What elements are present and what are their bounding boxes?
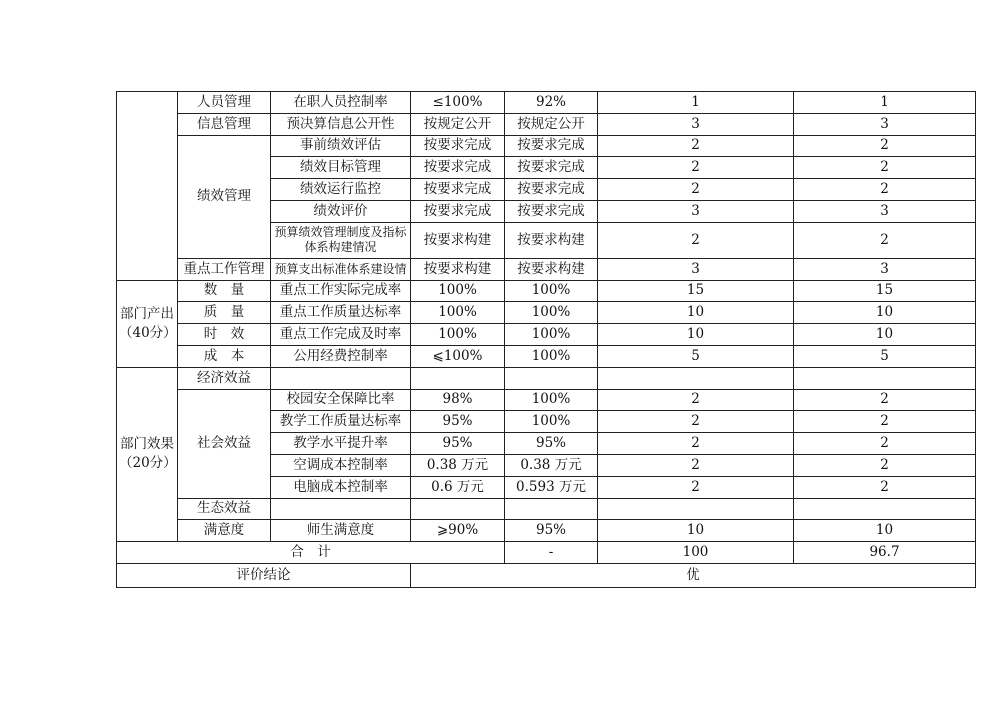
primary-indicator: 人员管理 xyxy=(178,92,271,114)
score-value: 2 xyxy=(794,389,976,411)
actual-value: 0.38 万元 xyxy=(505,454,598,476)
actual-value: 按要求构建 xyxy=(505,222,598,258)
conclusion-label: 评价结论 xyxy=(117,563,411,587)
weight-value: 3 xyxy=(598,113,794,135)
category-cell xyxy=(117,92,178,281)
total-label: 合 计 xyxy=(117,542,505,564)
table-row xyxy=(117,135,976,157)
weight-value: 2 xyxy=(598,389,794,411)
conclusion-row xyxy=(117,563,976,587)
primary-indicator: 质 量 xyxy=(178,302,271,324)
score-value: 3 xyxy=(794,258,976,280)
primary-indicator: 社会效益 xyxy=(178,389,271,498)
target-value: 0.6 万元 xyxy=(411,476,505,498)
weight-value: 10 xyxy=(598,520,794,542)
score-value: 2 xyxy=(794,454,976,476)
actual-value: 100% xyxy=(505,389,598,411)
primary-indicator: 生态效益 xyxy=(178,498,271,520)
table-row xyxy=(117,520,976,542)
score-value: 2 xyxy=(794,433,976,455)
total-row xyxy=(117,542,976,564)
primary-indicator: 时 效 xyxy=(178,324,271,346)
target-value: 100% xyxy=(411,280,505,302)
secondary-indicator: 预决算信息公开性 xyxy=(271,113,411,135)
score-value xyxy=(794,498,976,520)
weight-value: 10 xyxy=(598,302,794,324)
target-value: 95% xyxy=(411,411,505,433)
actual-value: 100% xyxy=(505,280,598,302)
primary-indicator: 数 量 xyxy=(178,280,271,302)
weight-value: 1 xyxy=(598,92,794,114)
actual-value: 按要求完成 xyxy=(505,179,598,201)
primary-indicator: 成 本 xyxy=(178,345,271,367)
weight-value: 2 xyxy=(598,476,794,498)
target-value: 95% xyxy=(411,433,505,455)
secondary-indicator: 绩效运行监控 xyxy=(271,179,411,201)
target-value: ⩾90% xyxy=(411,520,505,542)
score-value: 2 xyxy=(794,179,976,201)
secondary-indicator: 绩效评价 xyxy=(271,200,411,222)
score-value: 10 xyxy=(794,324,976,346)
primary-indicator: 满意度 xyxy=(178,520,271,542)
target-value: 98% xyxy=(411,389,505,411)
target-value: 按要求完成 xyxy=(411,135,505,157)
total-weight: 100 xyxy=(598,542,794,564)
score-value: 2 xyxy=(794,157,976,179)
actual-value: 92% xyxy=(505,92,598,114)
total-target: - xyxy=(505,542,598,564)
score-value: 1 xyxy=(794,92,976,114)
actual-value xyxy=(505,367,598,389)
category-cell: 部门产出（40分） xyxy=(117,280,178,367)
target-value: 按要求完成 xyxy=(411,157,505,179)
secondary-indicator: 校园安全保障比率 xyxy=(271,389,411,411)
weight-value: 2 xyxy=(598,411,794,433)
weight-value: 2 xyxy=(598,433,794,455)
score-value: 3 xyxy=(794,200,976,222)
secondary-indicator xyxy=(271,367,411,389)
primary-indicator: 重点工作管理 xyxy=(178,258,271,280)
actual-value: 按要求构建 xyxy=(505,258,598,280)
actual-value: 按规定公开 xyxy=(505,113,598,135)
table-row xyxy=(117,324,976,346)
weight-value: 5 xyxy=(598,345,794,367)
actual-value: 100% xyxy=(505,302,598,324)
score-value: 2 xyxy=(794,411,976,433)
actual-value: 95% xyxy=(505,433,598,455)
score-value: 2 xyxy=(794,476,976,498)
primary-indicator: 绩效管理 xyxy=(178,135,271,258)
target-value: 按要求完成 xyxy=(411,179,505,201)
score-value: 5 xyxy=(794,345,976,367)
table-row xyxy=(117,302,976,324)
actual-value: 100% xyxy=(505,345,598,367)
target-value: 按要求构建 xyxy=(411,222,505,258)
secondary-indicator: 电脑成本控制率 xyxy=(271,476,411,498)
total-score: 96.7 xyxy=(794,542,976,564)
target-value: 0.38 万元 xyxy=(411,454,505,476)
target-value: 100% xyxy=(411,324,505,346)
target-value: ≤100% xyxy=(411,92,505,114)
primary-indicator: 经济效益 xyxy=(178,367,271,389)
score-value: 2 xyxy=(794,222,976,258)
actual-value: 按要求完成 xyxy=(505,135,598,157)
weight-value: 2 xyxy=(598,179,794,201)
score-value: 10 xyxy=(794,520,976,542)
weight-value xyxy=(598,498,794,520)
actual-value: 按要求完成 xyxy=(505,200,598,222)
table-row xyxy=(117,345,976,367)
score-value: 2 xyxy=(794,135,976,157)
table-row xyxy=(117,389,976,411)
secondary-indicator: 师生满意度 xyxy=(271,520,411,542)
target-value: 按要求完成 xyxy=(411,200,505,222)
weight-value xyxy=(598,367,794,389)
score-value: 15 xyxy=(794,280,976,302)
weight-value: 2 xyxy=(598,222,794,258)
weight-value: 2 xyxy=(598,454,794,476)
weight-value: 3 xyxy=(598,200,794,222)
target-value xyxy=(411,498,505,520)
secondary-indicator: 在职人员控制率 xyxy=(271,92,411,114)
secondary-indicator: 空调成本控制率 xyxy=(271,454,411,476)
actual-value: 按要求完成 xyxy=(505,157,598,179)
conclusion-value: 优 xyxy=(411,563,976,587)
actual-value: 95% xyxy=(505,520,598,542)
secondary-indicator: 公用经费控制率 xyxy=(271,345,411,367)
table-row xyxy=(117,280,976,302)
performance-table xyxy=(116,91,976,588)
weight-value: 10 xyxy=(598,324,794,346)
score-value: 3 xyxy=(794,113,976,135)
secondary-indicator: 绩效目标管理 xyxy=(271,157,411,179)
weight-value: 3 xyxy=(598,258,794,280)
actual-value: 0.593 万元 xyxy=(505,476,598,498)
secondary-indicator: 重点工作完成及时率 xyxy=(271,324,411,346)
secondary-indicator: 重点工作实际完成率 xyxy=(271,280,411,302)
table-row xyxy=(117,113,976,135)
target-value: 100% xyxy=(411,302,505,324)
target-value: ⩽100% xyxy=(411,345,505,367)
table-row xyxy=(117,367,976,389)
actual-value xyxy=(505,498,598,520)
secondary-indicator: 重点工作质量达标率 xyxy=(271,302,411,324)
secondary-indicator: 预算支出标准体系建设情 xyxy=(271,258,411,280)
table-row xyxy=(117,92,976,114)
actual-value: 100% xyxy=(505,324,598,346)
score-value xyxy=(794,367,976,389)
actual-value: 100% xyxy=(505,411,598,433)
secondary-indicator: 教学工作质量达标率 xyxy=(271,411,411,433)
target-value xyxy=(411,367,505,389)
weight-value: 2 xyxy=(598,157,794,179)
table-row xyxy=(117,258,976,280)
secondary-indicator xyxy=(271,498,411,520)
table-row xyxy=(117,498,976,520)
weight-value: 2 xyxy=(598,135,794,157)
secondary-indicator: 事前绩效评估 xyxy=(271,135,411,157)
secondary-indicator: 教学水平提升率 xyxy=(271,433,411,455)
category-cell: 部门效果（20分） xyxy=(117,367,178,541)
primary-indicator: 信息管理 xyxy=(178,113,271,135)
target-value: 按要求构建 xyxy=(411,258,505,280)
secondary-indicator: 预算绩效管理制度及指标体系构建情况 xyxy=(271,222,411,258)
score-value: 10 xyxy=(794,302,976,324)
target-value: 按规定公开 xyxy=(411,113,505,135)
weight-value: 15 xyxy=(598,280,794,302)
